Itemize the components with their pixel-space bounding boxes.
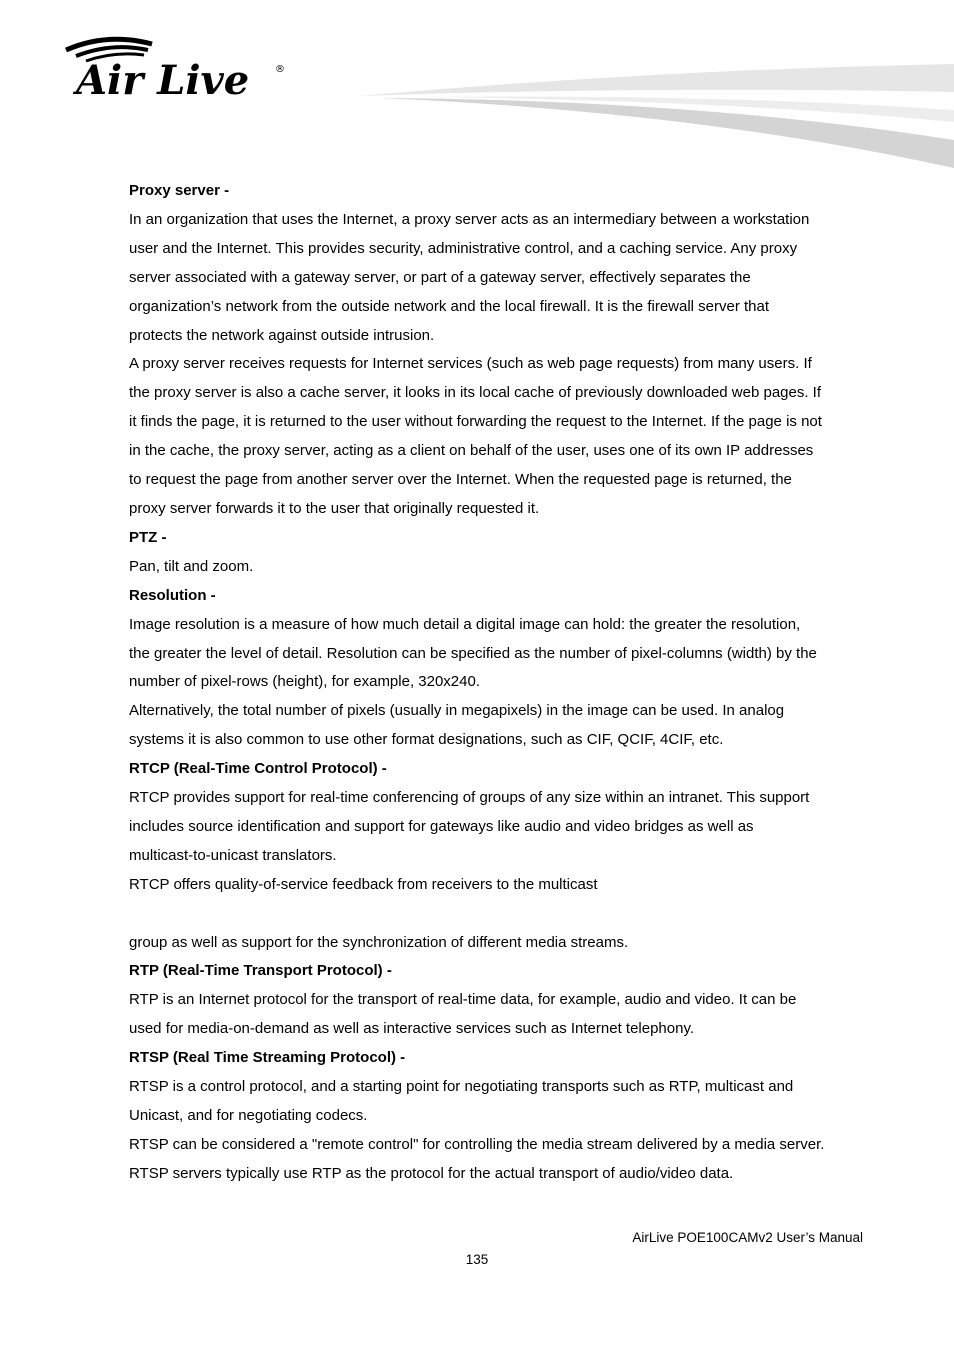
glossary-term-heading: Proxy server -	[129, 182, 230, 199]
definition-line: protects the network against outside intrusion.	[129, 326, 435, 344]
definition-line: it finds the page, it is returned to the user without forwarding the request to the Internet. If the page is not	[129, 413, 822, 431]
definition-line: includes source identification and support for gateways like audio and video bridges as well as	[129, 817, 754, 835]
definition-line: RTP is an Internet protocol for the transport of real-time data, for example, audio and video. It can be	[129, 991, 797, 1009]
glossary-term-heading: PTZ -	[129, 528, 167, 546]
definition-line: RTCP provides support for real-time conferencing of groups of any size within an intranet. This support	[129, 789, 810, 807]
wireless-arcs-icon	[62, 36, 292, 102]
airlive-logo	[62, 36, 292, 102]
definition-line: user and the Internet. This provides security, administrative control, and a caching service. Any proxy	[129, 239, 798, 257]
definition-line: organization’s network from the outside network and the local firewall. It is the firewall server that	[129, 297, 770, 315]
definition-line: Pan, tilt and zoom.	[129, 557, 254, 575]
definition-line: to request the page from another server over the Internet. When the requested page is returned, the	[129, 471, 792, 489]
brand-wordmark: Air Live	[76, 57, 250, 102]
definition-line: group as well as support for the synchronization of different media streams.	[129, 933, 629, 951]
glossary-term-heading: RTSP (Real Time Streaming Protocol) -	[129, 1049, 406, 1067]
blank-line	[129, 900, 874, 929]
glossary-term-heading: RTP (Real-Time Transport Protocol) -	[129, 962, 392, 980]
registered-mark: ®	[275, 64, 285, 75]
glossary-term-heading: Resolution -	[129, 586, 216, 604]
definition-line: server associated with a gateway server, or part of a gateway server, effectively separates the	[129, 268, 751, 286]
definition-line: RTCP offers quality-of-service feedback from receivers to the multicast	[129, 875, 598, 893]
definition-line: Unicast, and for negotiating codecs.	[129, 1106, 368, 1124]
definition-line: number of pixel-rows (height), for example, 320x240.	[129, 673, 481, 691]
definition-line: RTSP is a control protocol, and a starting point for negotiating transports such as RTP, multicast and	[129, 1078, 794, 1096]
definition-line: in the cache, the proxy server, acting as a client on behalf of the user, uses one of its own IP addresses	[129, 442, 814, 460]
definition-line: In an organization that uses the Internet, a proxy server acts as an intermediary between a workstation	[129, 210, 810, 228]
definition-line: A proxy server receives requests for Internet services (such as web page requests) from many users. If	[129, 355, 812, 373]
definition-line: used for media-on-demand as well as interactive services such as Internet telephony.	[129, 1020, 695, 1038]
definition-line: proxy server forwards it to the user that originally requested it.	[129, 499, 540, 517]
page-number: 135	[465, 1252, 489, 1267]
definition-line: Alternatively, the total number of pixels (usually in megapixels) in the image can be used. In analog	[129, 702, 785, 720]
definition-line: RTSP servers typically use RTP as the protocol for the actual transport of audio/video data.	[129, 1164, 734, 1182]
definition-line: the greater the level of detail. Resolution can be specified as the number of pixel-columns (width) by the	[129, 644, 817, 662]
definition-line: systems it is also common to use other format designations, such as CIF, QCIF, 4CIF, etc.	[129, 731, 724, 749]
definition-line: the proxy server is also a cache server, it looks in its local cache of previously downloaded web pages. If	[129, 384, 822, 402]
glossary-body	[129, 177, 874, 1189]
manual-title: AirLive POE100CAMv2 User’s Manual	[632, 1230, 863, 1245]
glossary-term-heading: RTCP (Real-Time Control Protocol) -	[129, 760, 387, 778]
definition-line: Image resolution is a measure of how much detail a digital image can hold: the greater the resolution,	[129, 615, 801, 633]
definition-line: multicast-to-unicast translators.	[129, 846, 337, 864]
definition-line: RTSP can be considered a "remote control" for controlling the media stream delivered by a media server.	[129, 1135, 825, 1153]
